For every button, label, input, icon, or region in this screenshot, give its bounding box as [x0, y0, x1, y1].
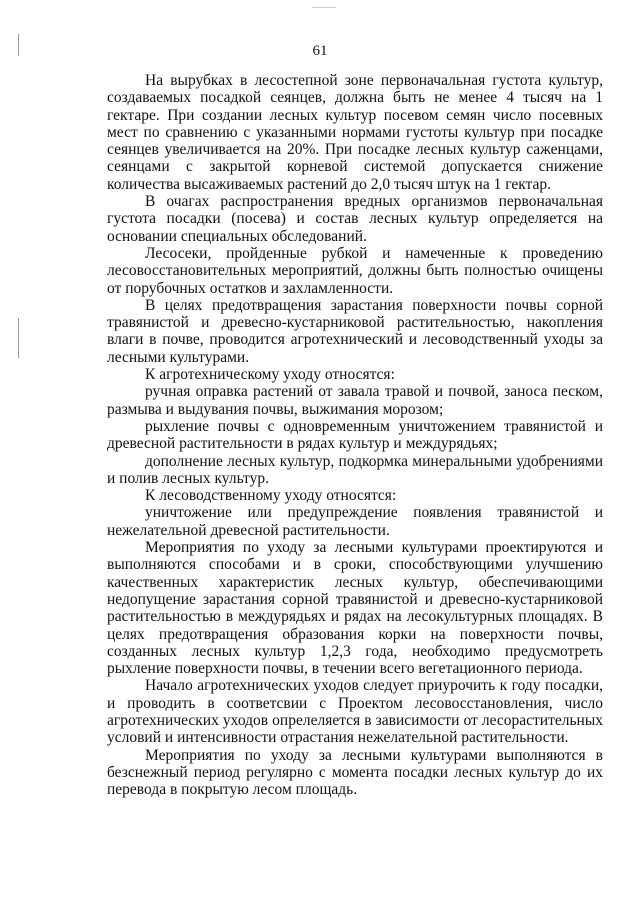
paragraph: Мероприятия по уходу за лесными культурами выполняются в безснежный период регулярно с момента посадки лесных культур до их перевода в покрытую лесом площадь.: [107, 746, 603, 799]
paragraph: На вырубках в лесостепной зоне первоначальная густота культур, создаваемых посадкой сеянцев, должна быть не менее 4 тысяч на 1 гектаре. При создании лесных культур посевом семян число посевных мест по сравнению с указанными нормами густоты культур при посадке сеянцев увеличивается на 20%. При посадке лесных культур саженцами, сеянцами с закрытой корневой системой допускается снижение количества высаживаемых растений до 2,0 тысяч штук на 1 гектар.: [107, 72, 603, 193]
scan-artifact-top: [312, 7, 336, 8]
paragraph: Начало агротехнических уходов следует приурочить к году посадки, и проводить в соответсвии с Проектом лесовосстановления, число агротехнических уходов опрелеляется в зависимости от лесорастительных условий и интенсивности отрастания нежелательной растительности.: [107, 677, 603, 747]
paragraph: дополнение лесных культур, подкормка минеральными удобрениями и полив лесных культур.: [107, 452, 603, 487]
page-number: 61: [312, 43, 328, 59]
paragraph: Лесосеки, пройденные рубкой и намеченные к проведению лесовосстановительных мероприятий, должны быть полностью очищены от порубочных остатков и захламленности.: [107, 244, 603, 297]
paragraph: ручная оправка растений от завала травой и почвой, заноса песком, размыва и выдувания почвы, выжимания морозом;: [107, 383, 603, 418]
paragraph: Мероприятия по уходу за лесными культурами проектируются и выполняются способами и в сроки, способствующими улучшению качественных характеристик лесных культур, обеспечивающими недопущение зарастания сорной травянистой и древесно-кустарниковой растительностью в междурядьях и рядах на лесокультурных площадях. В целях предотвращения образования корки на поверхности почвы, созданных лесных культур 1,2,3 года, необходимо предусмотреть рыхление поверхности почвы, в течении всего вегетационного периода.: [107, 539, 603, 678]
paragraph: К агротехническому уходу относятся:: [145, 366, 395, 384]
paragraph: В целях предотвращения зарастания поверхности почвы сорной травянистой и древесно-кустарниковой растительностью, накопления влаги в почве, проводится агротехнический и лесоводственный уходы за лесными культурами.: [107, 296, 603, 366]
document-body: [107, 72, 603, 798]
paragraph: уничтожение или предупреждение появления травянистой и нежелательной древесной растительности.: [107, 504, 603, 539]
paragraph: рыхление почвы с одновременным уничтожением травянистой и древесной растительности в рядах культур и междурядьях;: [107, 417, 603, 453]
paragraph: К лесоводственному уходу относятся:: [145, 487, 397, 505]
scan-artifact-left: [18, 318, 19, 358]
paragraph: В очагах распространения вредных организмов первоначальная густота посадки (посева) и состав лесных культур определяется на основании специальных обследований.: [107, 193, 603, 245]
